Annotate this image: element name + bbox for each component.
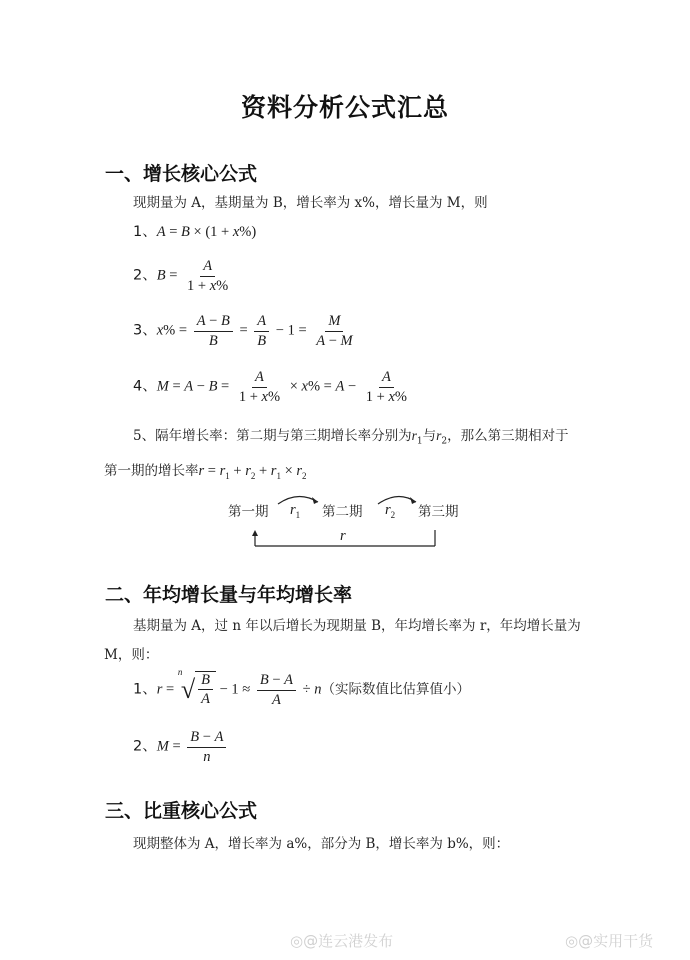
formula-2-2: 2、M = $\frac{B - A}{n}$ xyxy=(133,729,229,765)
watermark-2: ◎@实用干货 xyxy=(565,932,654,950)
section-1-intro: 现期量为 A，基期量为 B，增长率为 x%，增长量为 M，则 xyxy=(133,195,488,211)
weibo-icon: ◎ xyxy=(290,932,304,950)
watermark-1: ◎@连云港发布 xyxy=(290,932,394,950)
formula-2: 2、B = $\frac{A}{1 + x\%}$ xyxy=(133,258,229,294)
section-3-intro: 现期整体为 A，增长率为 a%，部分为 B，增长率为 b%，则： xyxy=(133,836,510,852)
weibo-icon: ◎ xyxy=(565,932,579,950)
diagram-arrows xyxy=(220,488,480,558)
rate-r1: $r_1$ xyxy=(290,502,301,520)
section-2-intro-line1: 基期量为 A，过 n 年以后增长为现期量 B，年均增长率为 r，年均增长量为 xyxy=(133,618,581,634)
formula-3: 3、x% = $\frac{A - B}{B}$ = $\frac{A}{B}$ − 1 = $\frac{M}{A - M}$ xyxy=(133,313,353,349)
formula-4: 4、M = A − B = $\frac{A}{1 + x\%}$ × x% = A − $\frac{A}{1 + x\%}$ xyxy=(133,369,407,405)
formula-1: 1、A = B × (1 + x%) xyxy=(133,224,257,240)
section-heading-2: 二、年均增长量与年均增长率 xyxy=(105,584,353,606)
rate-r2: $r_2$ xyxy=(385,502,396,520)
rate-overall: r xyxy=(340,528,346,544)
period-1: 第一期 xyxy=(228,504,269,520)
formula-2-1: 1、r = n √ $\frac{B}{A}$ − 1 ≈ $\frac{B - A}{A}$ ÷ n（实际数值比估算值小） xyxy=(133,666,470,708)
section-heading-3: 三、比重核心公式 xyxy=(105,800,258,822)
period-3: 第三期 xyxy=(418,504,459,520)
period-2: 第二期 xyxy=(322,504,363,520)
page-title: 资料分析公式汇总 xyxy=(240,93,449,122)
section-heading-1: 一、增长核心公式 xyxy=(105,163,258,185)
formula-5-line2: 第一期的增长率$r = r_1 + r_2 + r_1 \times r_2$ xyxy=(104,463,307,481)
formula-5-line1: 5、隔年增长率：第二期与第三期增长率分别为$r_1$与$r_2$，那么第三期相对于 xyxy=(133,428,569,447)
growth-diagram xyxy=(220,488,480,558)
section-2-intro-line2: M，则： xyxy=(104,647,159,663)
